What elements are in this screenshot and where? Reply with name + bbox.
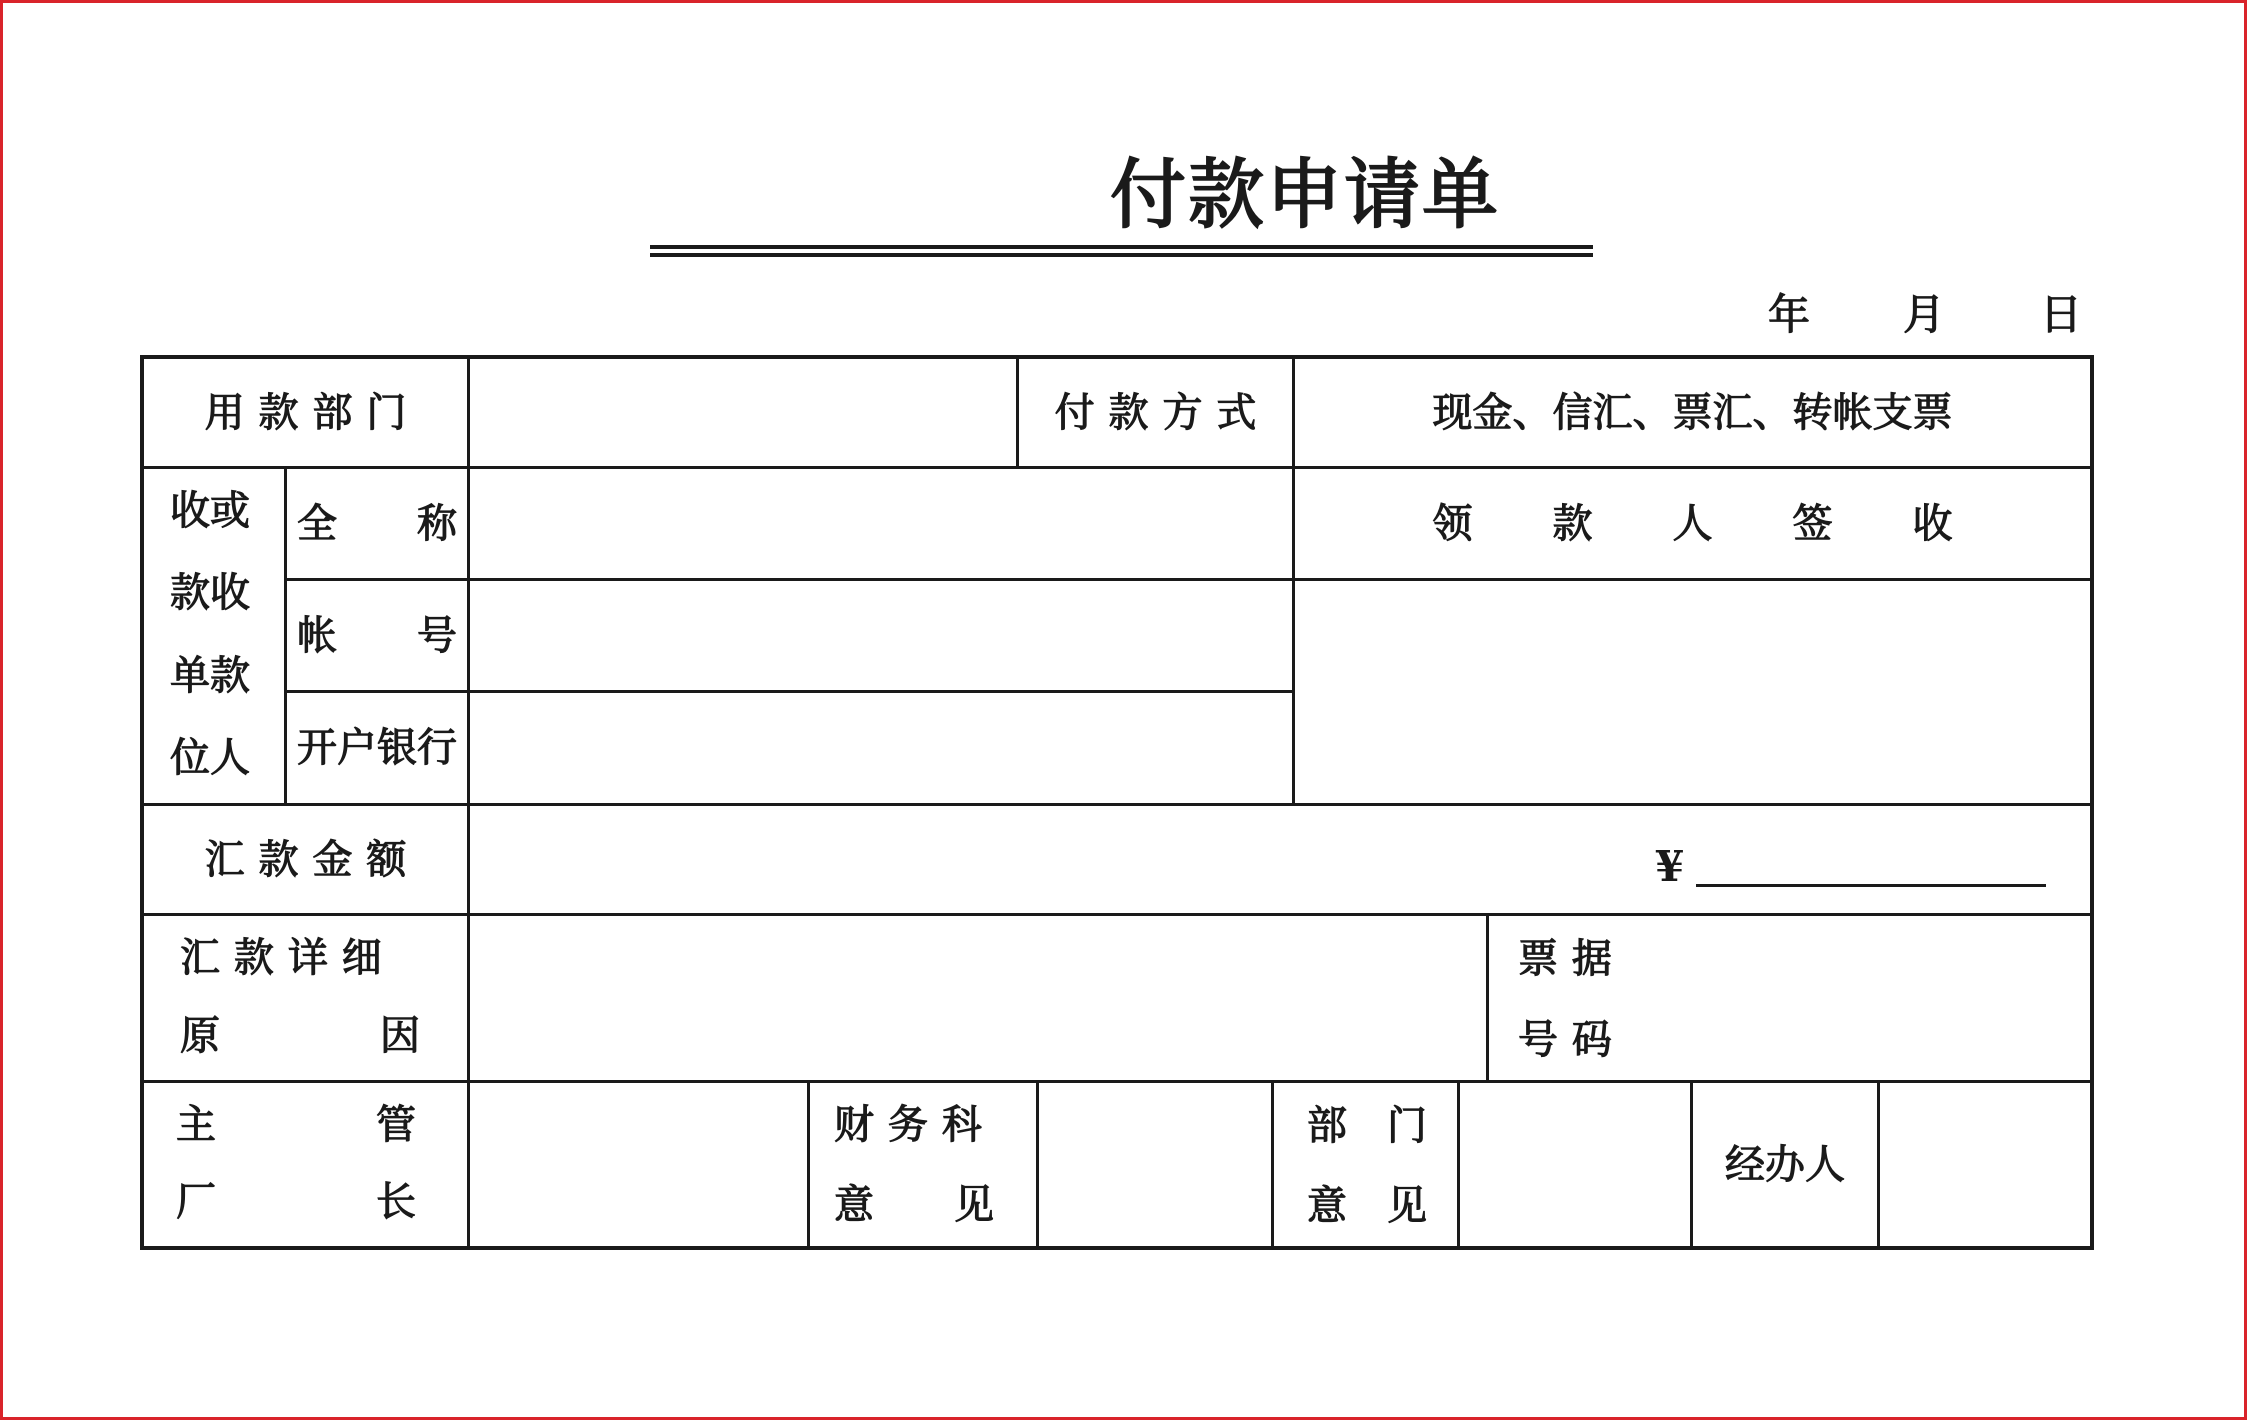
label-dept-opinion-line2: 意 见 bbox=[1307, 1182, 1427, 1229]
payee-side-label-1: 收或 bbox=[170, 487, 250, 534]
field-remit-amount[interactable] bbox=[1696, 830, 2046, 884]
payee-side-label-4: 位人 bbox=[170, 734, 250, 781]
label-remit-amount: 汇 款 金 额 bbox=[204, 835, 407, 883]
payee-side-label-2: 款收 bbox=[170, 569, 250, 616]
field-finance-opinion[interactable] bbox=[1039, 1083, 1271, 1246]
col-divider bbox=[1486, 913, 1489, 1081]
label-receiver-signature: 领 款 人 签 收 bbox=[1432, 499, 1953, 547]
label-account-number: 帐 号 bbox=[297, 611, 457, 659]
payee-side-label-3: 单款 bbox=[170, 652, 250, 699]
label-details-line1: 汇 款 详 细 bbox=[180, 934, 382, 981]
label-director-line2: 厂 长 bbox=[176, 1178, 416, 1225]
date-year-label: 年 bbox=[1768, 290, 1811, 339]
form-title: 付款申请单 bbox=[1110, 150, 1500, 239]
field-voucher-number[interactable] bbox=[1660, 916, 2090, 1080]
label-full-name: 全 称 bbox=[297, 499, 457, 547]
date-month-label: 月 bbox=[1903, 290, 1946, 339]
label-using-dept: 用 款 部 门 bbox=[204, 388, 407, 436]
amount-underline bbox=[1696, 884, 2046, 887]
label-director-line1: 主 管 bbox=[176, 1101, 416, 1148]
date-day-label: 日 bbox=[2040, 290, 2083, 339]
title-underline-top bbox=[650, 245, 1593, 249]
label-handler: 经办人 bbox=[1725, 1140, 1845, 1188]
label-finance-line2: 意 见 bbox=[834, 1181, 994, 1228]
label-payment-method: 付 款 方 式 bbox=[1054, 388, 1257, 436]
payment-method-options[interactable]: 现金、信汇、票汇、转帐支票 bbox=[1432, 388, 1953, 436]
title-underline-bottom bbox=[650, 253, 1593, 257]
label-voucher-line1: 票 据 bbox=[1518, 935, 1612, 982]
field-full-name[interactable] bbox=[470, 469, 1292, 578]
label-finance-line1: 财 务 科 bbox=[834, 1101, 982, 1148]
label-bank: 开户银行 bbox=[297, 724, 457, 771]
field-handler[interactable] bbox=[1880, 1083, 2090, 1246]
label-details-line2: 原 因 bbox=[180, 1012, 420, 1059]
field-receiver-signature[interactable] bbox=[1295, 581, 2090, 803]
field-director[interactable] bbox=[470, 1083, 807, 1246]
field-account-number[interactable] bbox=[470, 581, 1292, 690]
label-dept-opinion-line1: 部 门 bbox=[1307, 1102, 1427, 1149]
field-remit-details[interactable] bbox=[470, 916, 1486, 1080]
col-divider bbox=[1271, 1080, 1274, 1250]
field-dept-opinion[interactable] bbox=[1460, 1083, 1690, 1246]
label-voucher-line2: 号 码 bbox=[1518, 1016, 1612, 1063]
currency-symbol: ¥ bbox=[1655, 842, 1685, 891]
field-using-dept[interactable] bbox=[470, 359, 1016, 466]
field-bank[interactable] bbox=[470, 693, 1292, 803]
col-divider bbox=[807, 1080, 810, 1250]
